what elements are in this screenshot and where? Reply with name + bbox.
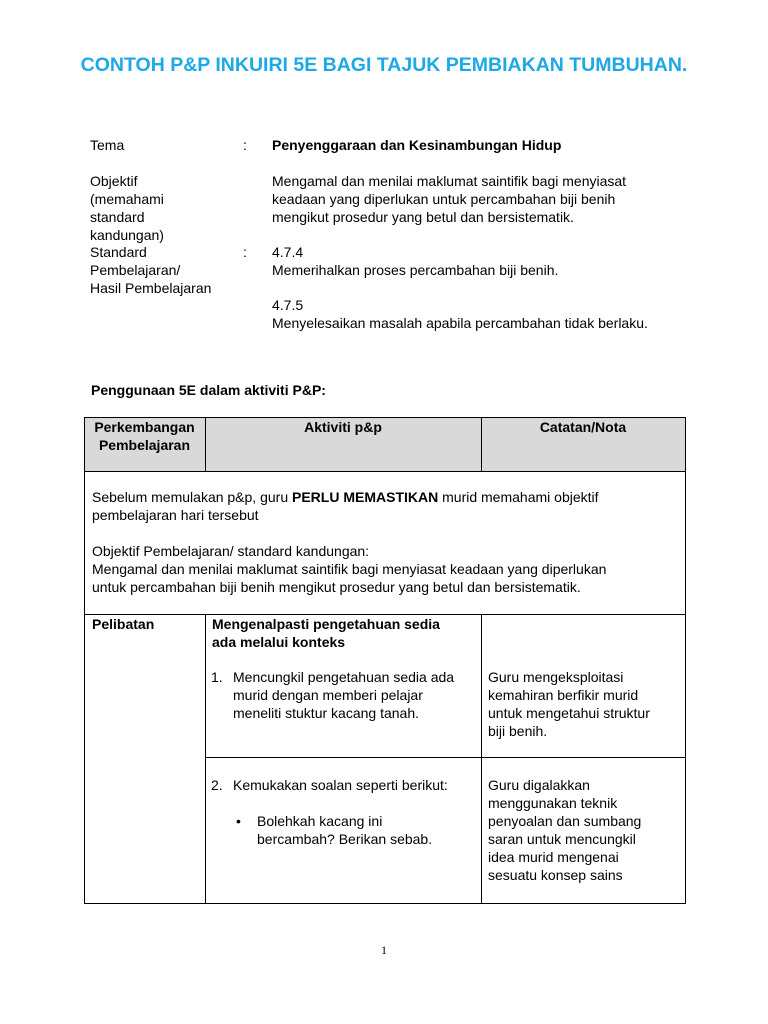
step-2-bullet <box>257 812 479 848</box>
table-border-left <box>84 417 85 904</box>
intro-text-post: murid memahami objektif <box>438 489 599 505</box>
standard-text: Memerihalkan proses percambahan biji benih. <box>272 262 559 278</box>
objective-line: untuk percambahan biji benih mengikut prosedur yang betul dan bersistematik. <box>92 579 581 595</box>
note-line: Guru mengeksploitasi <box>488 669 624 685</box>
objective-line: Mengamal dan menilai maklumat saintifik bagi menyiasat keadaan yang diperlukan <box>92 561 607 577</box>
step-1-line: Mencungkil pengetahuan sedia ada <box>233 669 455 685</box>
phase-pelibatan: Pelibatan <box>92 616 155 632</box>
step-1-note <box>488 668 683 740</box>
step-1-line: murid dengan memberi pelajar <box>233 687 423 703</box>
step-1-text <box>233 668 479 722</box>
intro-objective <box>92 542 678 596</box>
objektif-label-line: standard <box>90 209 145 225</box>
standard-code: 4.7.4 <box>272 244 304 260</box>
standard-label-line: Standard <box>90 244 147 260</box>
step-1-line: meneliti stuktur kacang tanah. <box>233 705 419 721</box>
note-line: saran untuk mencungkil <box>488 831 636 847</box>
table-border-right <box>685 417 686 904</box>
step-2-note <box>488 776 683 884</box>
note-line: untuk mengetahui struktur <box>488 705 650 721</box>
intro-text <box>92 488 678 524</box>
standard-item-2 <box>272 296 648 332</box>
table-col-divider <box>205 614 206 904</box>
tema-label: Tema <box>90 137 125 153</box>
note-line: kemahiran berfikir murid <box>488 687 639 703</box>
note-line: biji benih. <box>488 723 548 739</box>
header-line: Perkembangan <box>94 419 195 435</box>
page-number: 1 <box>381 943 387 957</box>
intro-text-pre: Sebelum memulakan p&p, guru <box>92 489 292 505</box>
standard-label <box>90 243 211 297</box>
note-line: menggunakan teknik <box>488 795 618 811</box>
page-title: CONTOH P&P INKUIRI 5E BAGI TAJUK PEMBIAKAN TUMBUHAN. <box>80 54 688 76</box>
tema-colon: : <box>243 137 247 153</box>
objektif-value <box>272 172 626 226</box>
activity-heading-line: Mengenalpasti pengetahuan sedia <box>212 616 440 632</box>
standard-label-line: Pembelajaran/ <box>90 262 181 278</box>
objektif-value-line: Mengamal dan menilai maklumat saintifik bagi menyiasat <box>272 173 627 189</box>
standard-text: Menyelesaikan masalah apabila percambahan tidak berlaku. <box>272 315 648 331</box>
standard-label-line: Hasil Pembelajaran <box>90 280 212 296</box>
step-2-text: Kemukakan soalan seperti berikut: <box>233 777 448 793</box>
note-line: penyoalan dan sumbang <box>488 813 642 829</box>
note-line: sesuatu konsep sains <box>488 867 623 883</box>
table-header-divider <box>84 471 686 472</box>
header-catatan: Catatan/Nota <box>539 419 627 435</box>
objektif-label <box>90 172 164 244</box>
section-heading: Penggunaan 5E dalam aktiviti P&P: <box>91 382 326 398</box>
table-step-divider <box>205 757 686 758</box>
objektif-label-line: Objektif <box>90 173 138 189</box>
header-line: Pembelajaran <box>98 437 191 453</box>
bullet-icon: • <box>236 813 241 829</box>
activity-heading-line: ada melalui konteks <box>212 634 346 650</box>
objektif-label-line: (memahami <box>90 191 164 207</box>
intro-line-2: pembelajaran hari tersebut <box>92 507 259 523</box>
header-perkembangan <box>84 418 205 454</box>
objektif-value-line: mengikut prosedur yang betul dan bersistematik. <box>272 209 574 225</box>
objective-heading: Objektif Pembelajaran/ standard kandungan: <box>92 543 370 559</box>
standard-colon: : <box>243 244 247 260</box>
intro-emphasis: PERLU MEMASTIKAN <box>292 489 439 505</box>
step-2-number: 2. <box>211 777 223 793</box>
note-line: Guru digalakkan <box>488 777 590 793</box>
standard-item-1 <box>272 243 558 279</box>
tema-value: Penyenggaraan dan Kesinambungan Hidup <box>272 137 562 153</box>
bullet-line: Bolehkah kacang ini <box>257 813 383 829</box>
activity-heading <box>212 615 476 651</box>
header-aktiviti: Aktiviti p&p <box>304 419 382 435</box>
objektif-value-line: keadaan yang diperlukan untuk percambahan biji benih <box>272 191 616 207</box>
objektif-label-line: kandungan) <box>90 227 164 243</box>
activity-table <box>84 417 686 904</box>
intro-line-1 <box>92 488 678 506</box>
note-line: idea murid mengenai <box>488 849 619 865</box>
table-col-divider <box>481 614 482 904</box>
table-border-bottom <box>84 903 686 904</box>
bullet-line: bercambah? Berikan sebab. <box>257 831 433 847</box>
step-1-number: 1. <box>211 669 223 685</box>
standard-code: 4.7.5 <box>272 297 304 313</box>
